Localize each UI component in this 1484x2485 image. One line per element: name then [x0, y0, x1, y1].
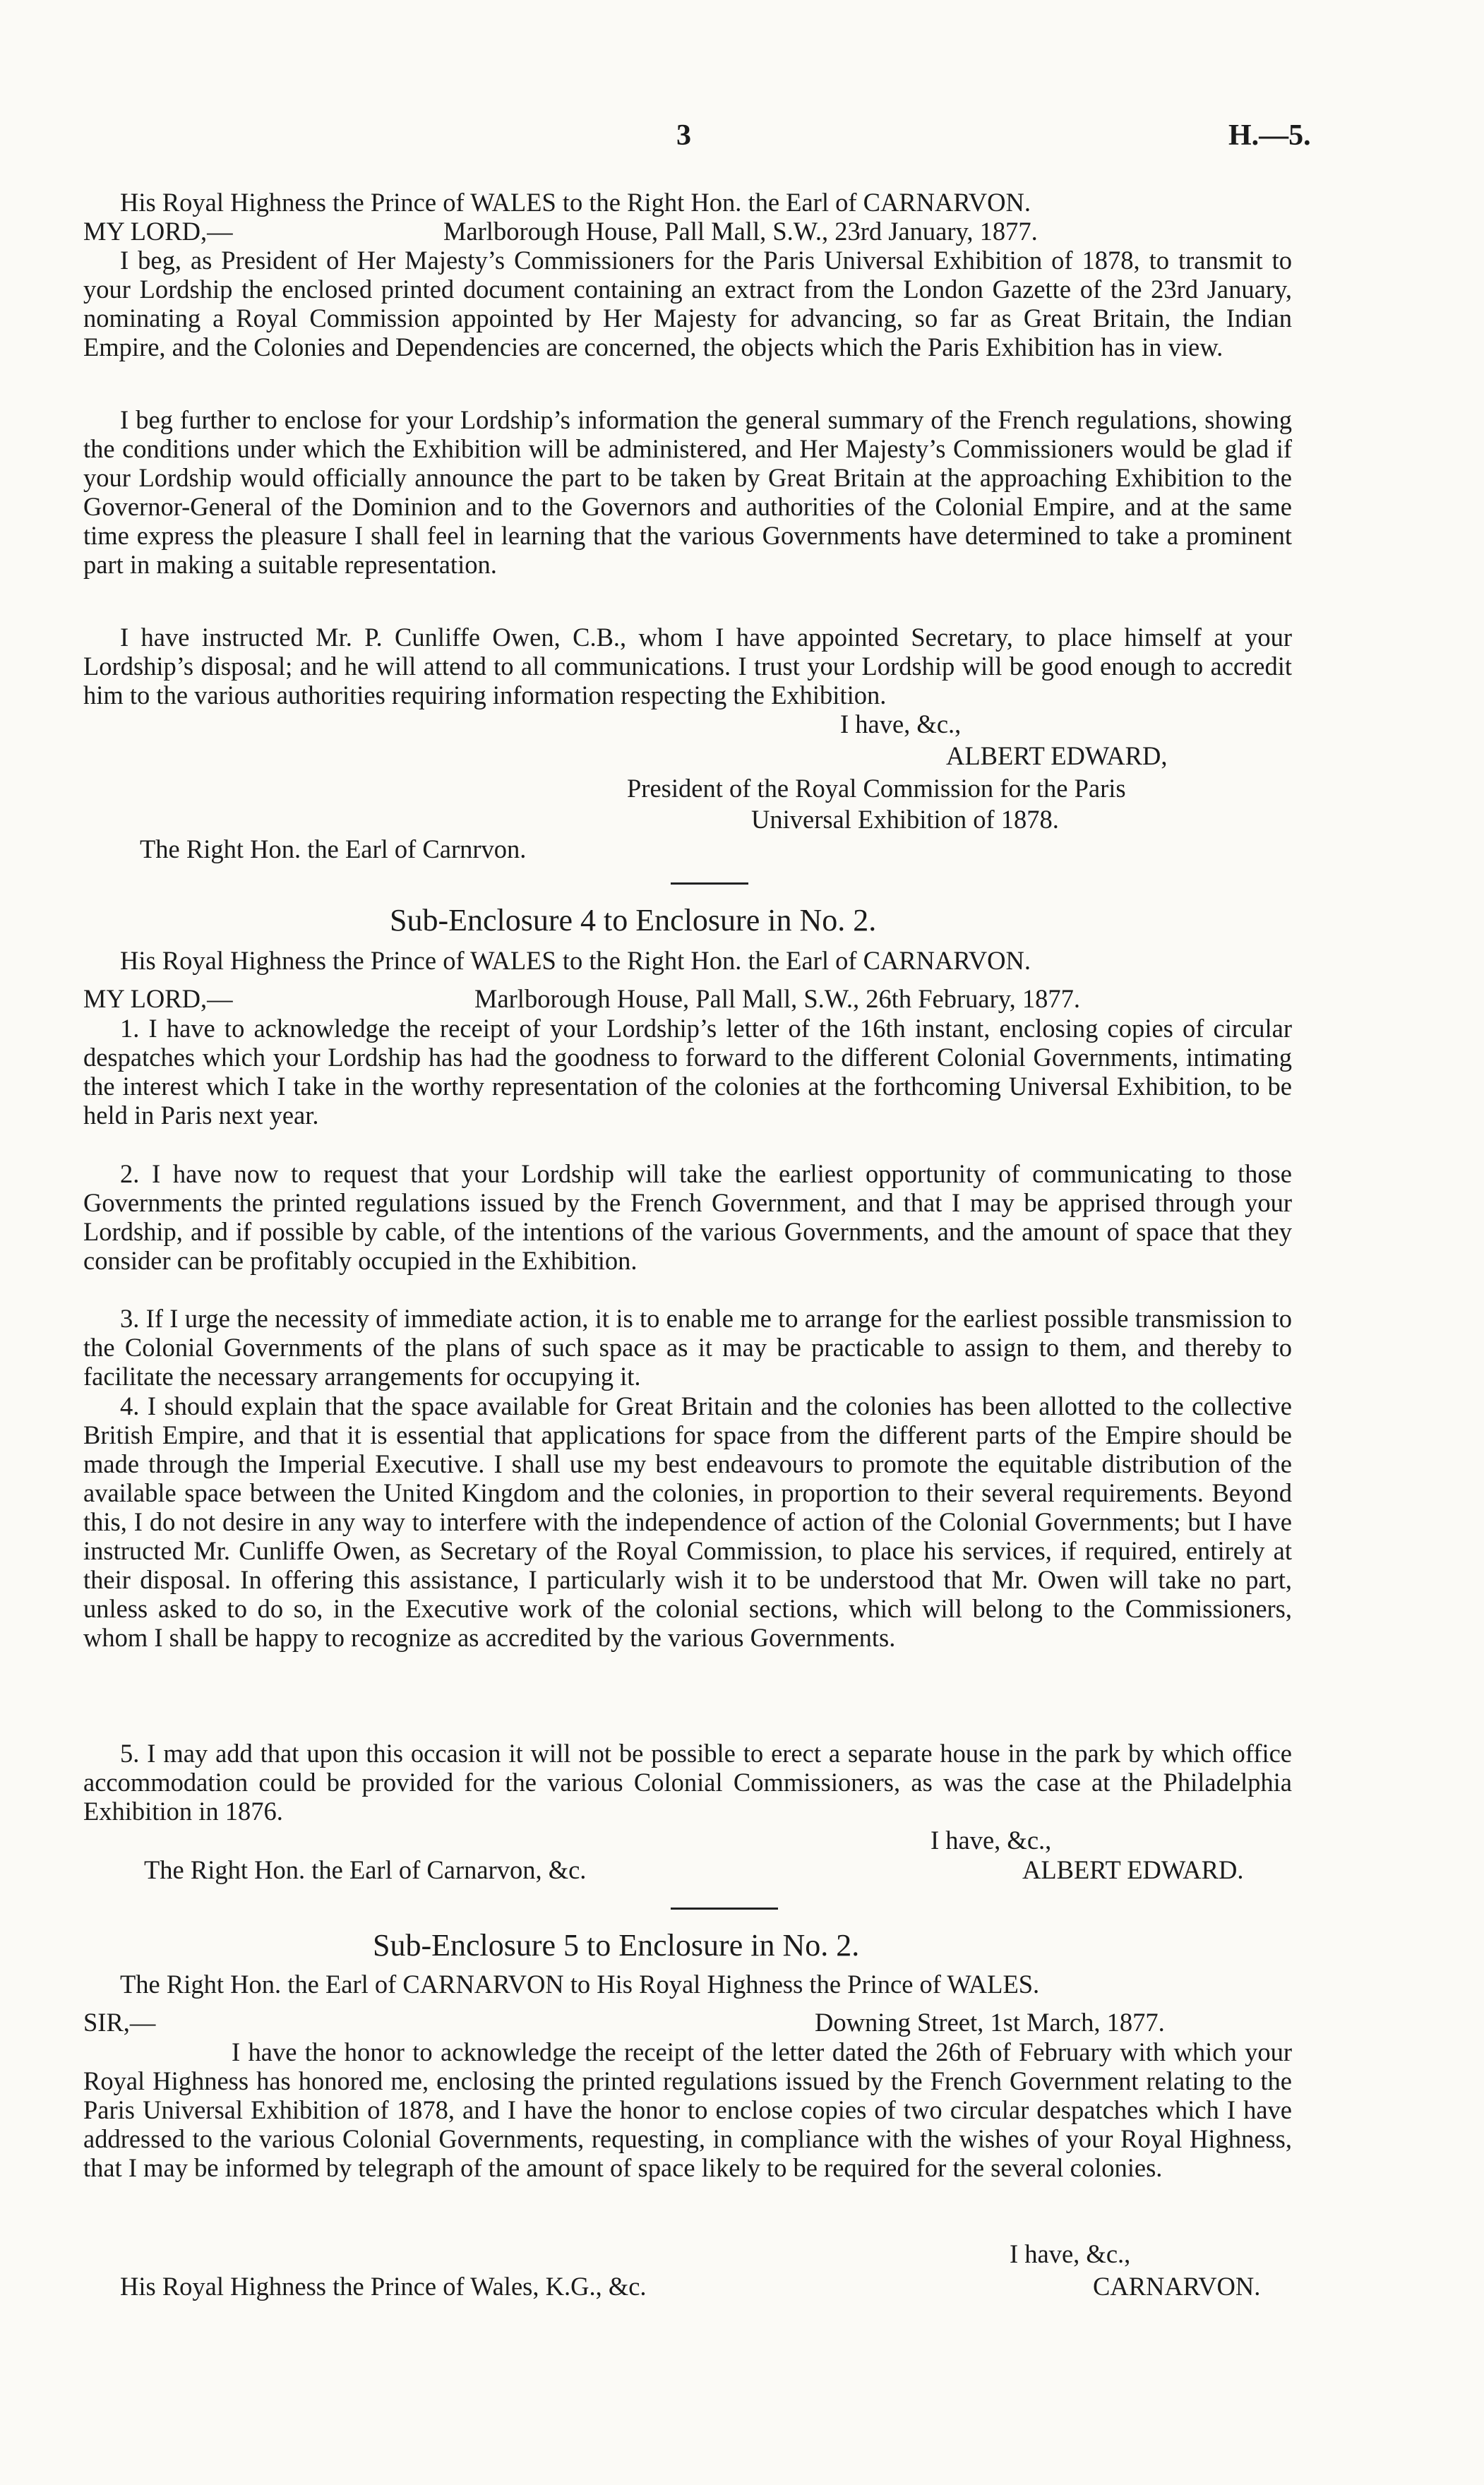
page-reference: H.—5. [1228, 119, 1311, 152]
letter1-dateline: Marlborough House, Pall Mall, S.W., 23rd January, 1877. [443, 217, 1038, 246]
enclosure4-paragraph: 3. If I urge the necessity of immediate action, it is to enable me to arrange for the earliest possible transmission to the Colonial Governments of the plans of such space as it may be practicable to assign to them, and thereby to facilitate the necessary arrangements for occupying it. [83, 1304, 1292, 1391]
enclosure5-paragraph: I have the honor to acknowledge the receipt of the letter dated the 26th of February with which your Royal Highness has honored me, enclosing the printed regulations issued by the French Government relating to the Paris Universal Exhibition of 1878, and I have the honor to enclose copies of two circular despatches which I have addressed to the various Colonial Governments, requesting, in compliance with the wishes of your Royal Highness, that I may be informed by telegraph of the amount of space likely to be required for the several colonies. [83, 2037, 1292, 2182]
enclosure4-paragraph: 2. I have now to request that your Lordship will take the earliest opportunity of communicating to those Governments the printed regulations issued by the French Government, and that I may be apprised through your Lordship, and if possible by cable, of the intentions of the various Governments, and the amount of space that they consider can be profitably occupied in the Exhibition. [83, 1159, 1292, 1275]
letter1-signature: ALBERT EDWARD, [946, 741, 1168, 770]
enclosure5-recipient: His Royal Highness the Prince of Wales, K.G., &c. [120, 2272, 647, 2301]
section-divider [671, 1908, 778, 1910]
enclosure4-addressee-line: His Royal Highness the Prince of WALES to the Right Hon. the Earl of CARNARVON. [120, 946, 1031, 975]
enclosure4-recipient: The Right Hon. the Earl of Carnarvon, &c. [144, 1855, 587, 1884]
enclosure4-paragraph: 4. I should explain that the space available for Great Britain and the colonies has been allotted to the collective British Empire, and that it is essential that applications for space from the different parts of the Empire should be made through the Imperial Executive. I shall use my best endeavours to promote the equitable distribution of the available space between the United Kingdom and the colonies, in proportion to their several requirements. Beyond this, I do not desire in any way to interfere with the independence of action of the Colonial Governments; but I have instructed Mr. Cunliffe Owen, as Secretary of the Royal Commission, to place his services, if required, entirely at their disposal. In offering this assistance, I particularly wish it to be understood that Mr. Owen will take no part, unless asked to do so, in the Executive work of the colonial sections, which will belong to the Commissioners, whom I shall be happy to recognize as accredited by the various Governments. [83, 1391, 1292, 1652]
letter1-title-line: President of the Royal Commission for the Paris [627, 774, 1126, 803]
letter1-addressee-line: His Royal Highness the Prince of WALES to the Right Hon. the Earl of CARNARVON. [120, 188, 1031, 217]
letter1-closing: I have, &c., [840, 709, 962, 738]
enclosure5-signature: CARNARVON. [1093, 2272, 1261, 2301]
enclosure5-salutation: SIR,— [83, 2008, 156, 2037]
enclosure5-closing: I have, &c., [1010, 2239, 1131, 2268]
enclosure4-dateline: Marlborough House, Pall Mall, S.W., 26th February, 1877. [474, 984, 1081, 1013]
enclosure4-closing: I have, &c., [931, 1826, 1052, 1855]
letter1-recipient: The Right Hon. the Earl of Carnrvon. [140, 834, 527, 863]
enclosure4-paragraph: 1. I have to acknowledge the receipt of your Lordship’s letter of the 16th instant, enclosing copies of circular despatches which your Lordship has had the goodness to forward to the different Colonial Governments, intimating the interest which I take in the worthy representation of the colonies at the forthcoming Universal Exhibition, to be held in Paris next year. [83, 1014, 1292, 1130]
enclosure5-dateline: Downing Street, 1st March, 1877. [815, 2008, 1165, 2037]
enclosure4-paragraph: 5. I may add that upon this occasion it will not be possible to erect a separate house in the park by which office accommodation could be provided for the various Colonial Commissioners, as was the case at the Philadelphia Exhibition in 1876. [83, 1739, 1292, 1826]
enclosure5-heading: Sub-Enclosure 5 to Enclosure in No. 2. [373, 1928, 860, 1963]
enclosure4-heading: Sub-Enclosure 4 to Enclosure in No. 2. [390, 903, 877, 938]
enclosure4-signature: ALBERT EDWARD. [1022, 1855, 1244, 1884]
page-number: 3 [676, 119, 691, 152]
letter1-salutation: MY LORD,— [83, 217, 233, 246]
section-divider [671, 882, 748, 885]
letter1-paragraph: I beg, as President of Her Majesty’s Commissioners for the Paris Universal Exhibition of 1878, to transmit to your Lordship the enclosed printed document containing an extract from the London Gazette of the 23rd January, nominating a Royal Commission appointed by Her Majesty for advancing, so far as Great Britain, the Indian Empire, and the Colonies and Dependencies are concerned, the objects which the Paris Exhibition has in view. [83, 246, 1292, 361]
letter1-paragraph: I beg further to enclose for your Lordship’s information the general summary of the French regulations, showing the conditions under which the Exhibition will be administered, and Her Majesty’s Commissioners would be glad if your Lordship would officially announce the part to be taken by Great Britain at the approaching Exhibition to the Governor-General of the Dominion and to the Governors and authorities of the Colonial Empire, and at the same time express the pleasure I shall feel in learning that the various Governments have determined to take a prominent part in making a suitable representation. [83, 405, 1292, 579]
letter1-title-line: Universal Exhibition of 1878. [751, 805, 1059, 834]
enclosure4-salutation: MY LORD,— [83, 984, 233, 1013]
enclosure5-addressee-line: The Right Hon. the Earl of CARNARVON to His Royal Highness the Prince of WALES. [120, 1970, 1040, 1999]
letter1-paragraph: I have instructed Mr. P. Cunliffe Owen, C.B., whom I have appointed Secretary, to place himself at your Lordship’s disposal; and he will attend to all communications. I trust your Lordship will be good enough to accredit him to the various authorities requiring information respecting the Exhibition. [83, 623, 1292, 709]
